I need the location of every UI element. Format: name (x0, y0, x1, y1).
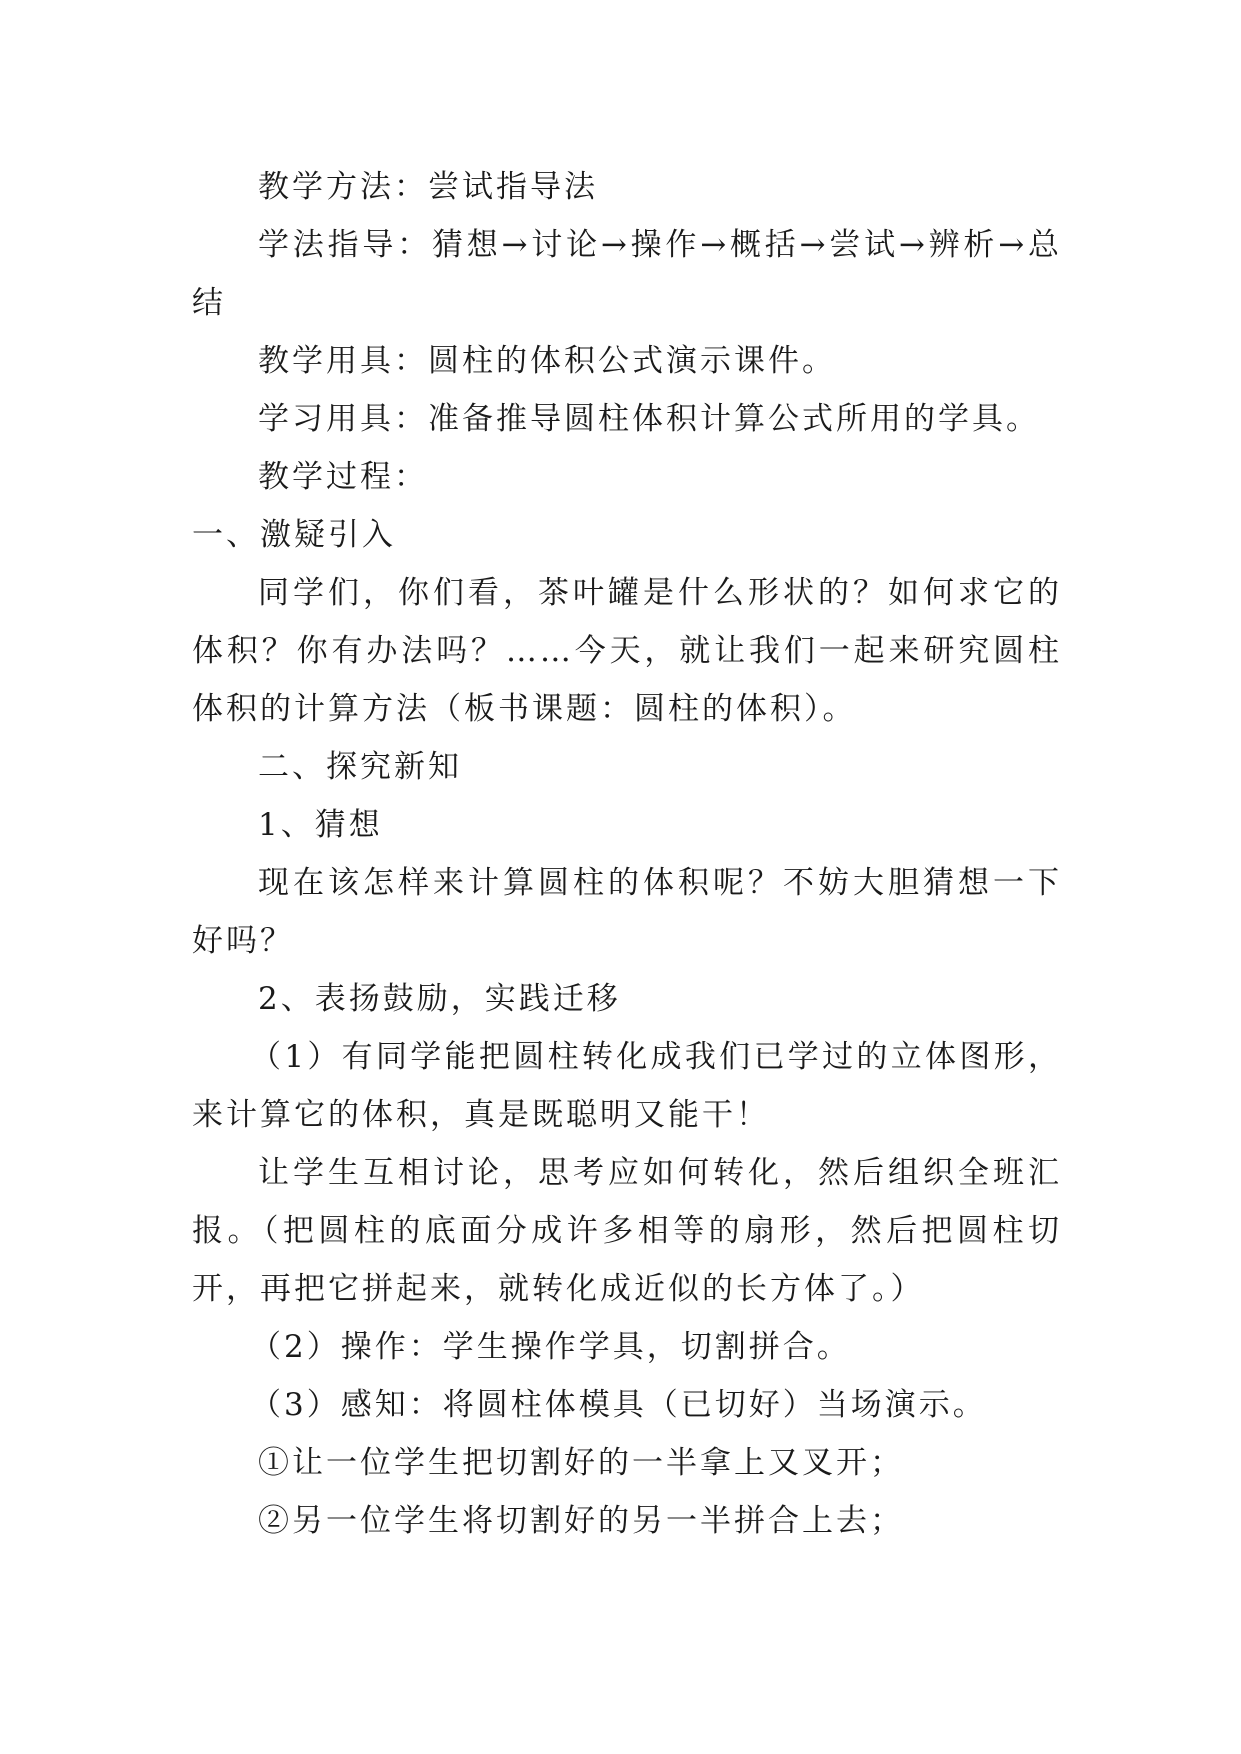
paragraph-item-two: ②另一位学生将切割好的另一半拼合上去； (258, 1503, 904, 1539)
heading-step-one: 1、猜想 (258, 807, 383, 843)
paragraph-learning-tools: 学习用具：准备推导圆柱体积计算公式所用的学具。 (258, 401, 1040, 437)
heading-section-one: 一、激疑引入 (192, 517, 396, 553)
paragraph-item-one: ①让一位学生把切割好的一半拿上又叉开； (258, 1445, 904, 1481)
paragraph-guess: 现在该怎样来计算圆柱的体积呢？不妨大胆猜想一下好吗？ (192, 865, 1062, 959)
heading-step-two: 2、表扬鼓励，实践迁移 (258, 981, 621, 1017)
paragraph-learning-guidance: 学法指导：猜想→讨论→操作→概括→尝试→辨析→总结 (192, 227, 1062, 321)
paragraph-sub-two: （2）操作：学生操作学具，切割拼合。 (250, 1329, 851, 1365)
paragraph-sub-one: （1）有同学能把圆柱转化成我们已学过的立体图形，来计算它的体积，真是既聪明又能干！ (192, 1039, 1062, 1133)
paragraph-discussion: 让学生互相讨论，思考应如何转化，然后组织全班汇报。（把圆柱的底面分成许多相等的扇形，然后把圆柱切开，再把它拼起来，就转化成近似的长方体了。） (192, 1155, 1062, 1307)
paragraph-teaching-tools: 教学用具：圆柱的体积公式演示课件。 (258, 343, 836, 379)
heading-section-two: 二、探究新知 (258, 749, 462, 785)
paragraph-teaching-process: 教学过程： (258, 459, 428, 495)
paragraph-intro: 同学们，你们看，茶叶罐是什么形状的？如何求它的体积？你有办法吗？……今天，就让我们一起来研究圆柱体积的计算方法（板书课题：圆柱的体积）。 (192, 575, 1062, 727)
document-body (192, 158, 1062, 1550)
paragraph-teaching-method: 教学方法：尝试指导法 (258, 169, 598, 205)
paragraph-sub-three: （3）感知：将圆柱体模具（已切好）当场演示。 (250, 1387, 987, 1423)
